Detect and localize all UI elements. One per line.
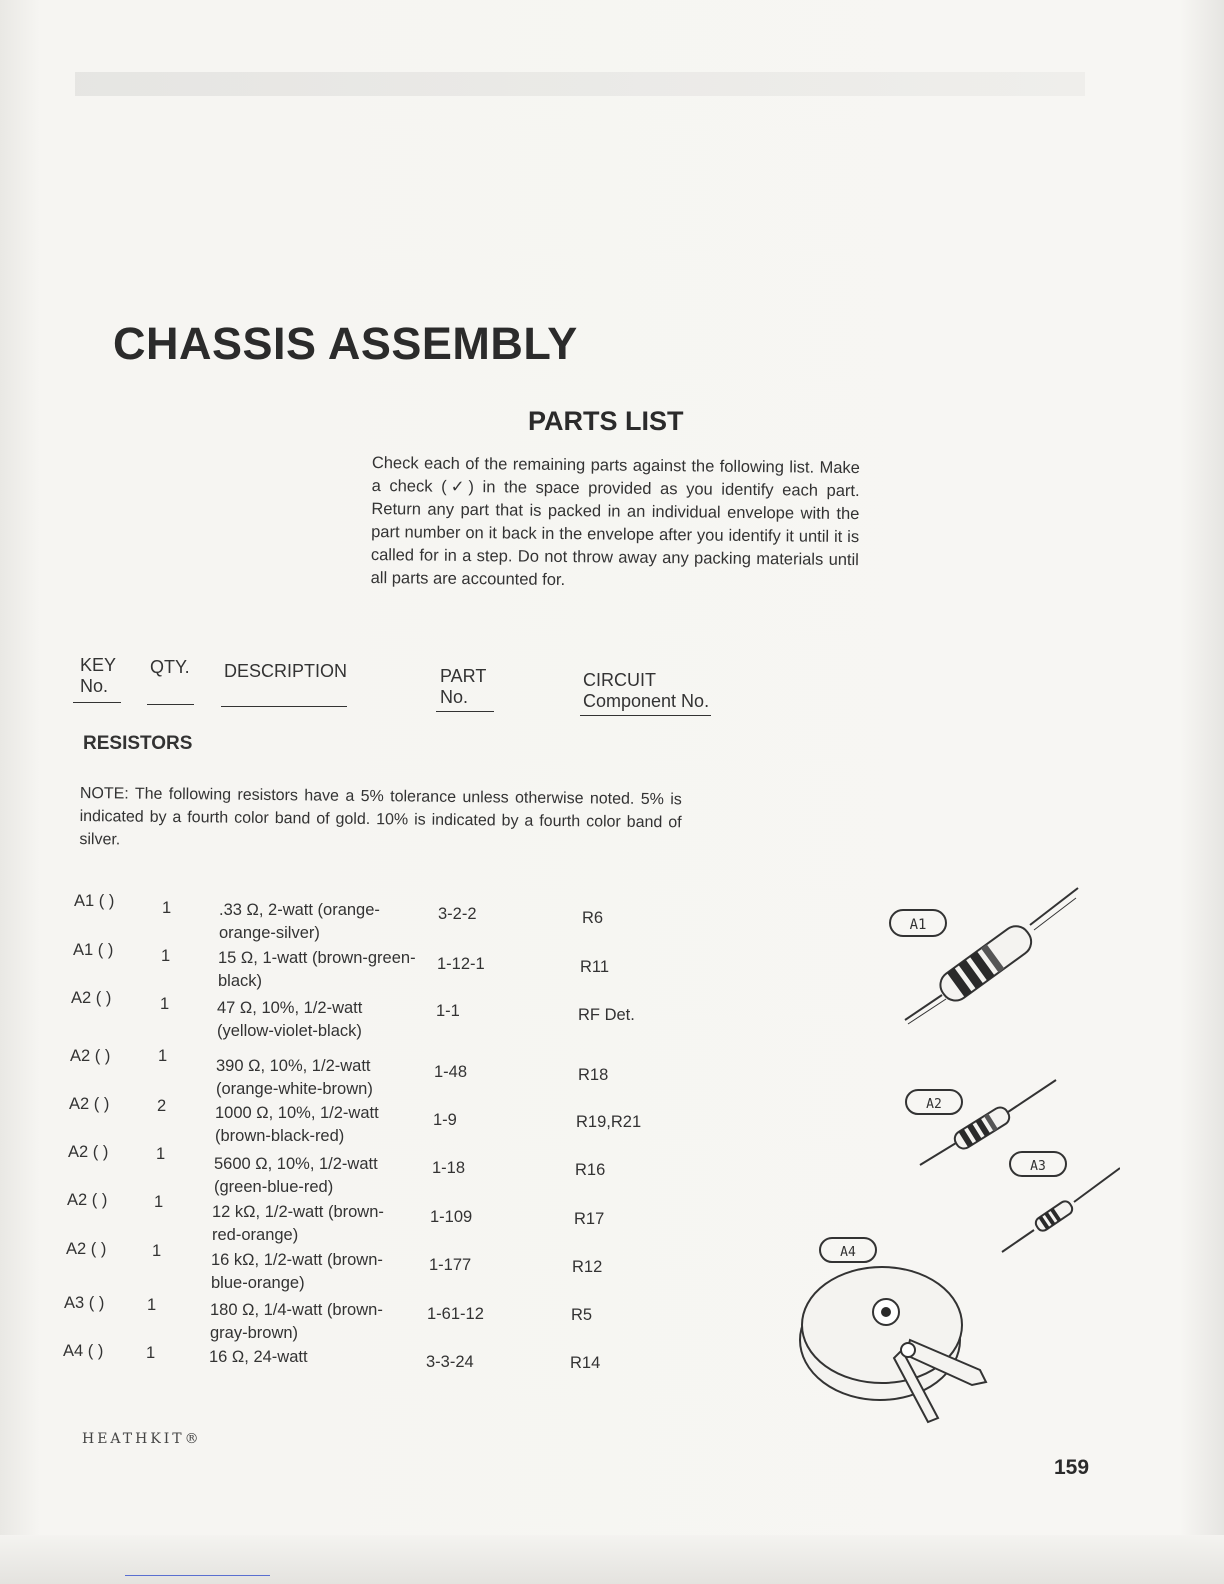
- row-circuit: RF Det.: [578, 1006, 635, 1024]
- row-description: 390 Ω, 10%, 1/2-watt (orange-white-brown): [216, 1057, 373, 1098]
- row-description: 5600 Ω, 10%, 1/2-watt (green-blue-red): [214, 1155, 378, 1196]
- label-a1: [890, 910, 946, 936]
- row-part-number: 1-9: [433, 1111, 457, 1129]
- header-circuit-line1: CIRCUIT: [583, 670, 656, 690]
- intro-paragraph: Check each of the remaining parts against the following list. Make a check (✓) in the space provided as you identify each part. Return any part that is packed in an individual envelope with the part number on it back in the envelope after you identify it until it is called for in a step. Do not throw away any packing materials until all parts are accounted for.: [370, 453, 860, 590]
- row-qty: 1: [147, 1296, 157, 1314]
- page-title: CHASSIS ASSEMBLY: [113, 318, 578, 369]
- row-key[interactable]: A2 ( ): [71, 989, 112, 1007]
- header-rule-description: [221, 706, 347, 707]
- resistors-heading: RESISTORS: [83, 733, 193, 754]
- header-part-line2: No.: [440, 687, 469, 707]
- row-key[interactable]: A2 ( ): [70, 1047, 111, 1065]
- resistor-a1-icon: [905, 888, 1078, 1024]
- row-description: 47 Ω, 10%, 1/2-watt (yellow-violet-black): [217, 999, 363, 1040]
- row-qty: 1: [158, 1047, 168, 1065]
- row-part-number: 1-109: [430, 1208, 473, 1226]
- header-description: DESCRIPTION: [224, 661, 348, 681]
- row-key[interactable]: A3 ( ): [64, 1294, 105, 1312]
- row-circuit: R16: [575, 1161, 606, 1179]
- row-description: .33 Ω, 2-watt (orange-orange-silver): [219, 901, 380, 942]
- row-circuit: R5: [571, 1306, 593, 1324]
- row-part-number: 3-3-24: [426, 1353, 474, 1371]
- resistor-illustrations: [790, 870, 1120, 1430]
- row-qty: 1: [161, 947, 171, 965]
- tolerance-note: NOTE: The following resistors have a 5% tolerance unless otherwise noted. 5% is indicated by a fourth color band of gold. 10% is indicated by a fourth color band of silver.: [79, 784, 682, 849]
- header-circuit: [583, 670, 709, 712]
- header-rule-circuit: [580, 715, 711, 716]
- row-qty: 2: [157, 1097, 167, 1115]
- row-description: 180 Ω, 1/4-watt (brown-gray-brown): [210, 1301, 383, 1342]
- row-description: 12 kΩ, 1/2-watt (brown-red-orange): [212, 1203, 384, 1244]
- header-rule-part: [436, 711, 494, 712]
- row-qty: 1: [152, 1242, 162, 1260]
- row-key[interactable]: A4 ( ): [63, 1342, 104, 1360]
- bottom-edge-line: [125, 1575, 270, 1576]
- row-qty: 1: [160, 995, 170, 1013]
- resistor-a4-icon: [800, 1267, 986, 1422]
- row-part-number: 1-61-12: [427, 1305, 484, 1323]
- header-circuit-line2: Component No.: [583, 691, 710, 711]
- row-circuit: R18: [578, 1066, 609, 1084]
- row-part-number: 1-18: [432, 1159, 466, 1177]
- header-part-line1: PART: [440, 666, 487, 686]
- header-rule-qty: [147, 704, 194, 705]
- row-circuit: R12: [572, 1258, 603, 1276]
- row-circuit: R19,R21: [576, 1113, 642, 1131]
- row-circuit: R14: [570, 1354, 601, 1372]
- row-circuit: R17: [574, 1210, 605, 1228]
- row-description: 1000 Ω, 10%, 1/2-watt (brown-black-red): [215, 1104, 379, 1145]
- page-bottom-shadow: [0, 1535, 1224, 1584]
- row-part-number: 1-48: [434, 1063, 468, 1081]
- row-circuit: R6: [582, 909, 604, 927]
- row-part-number: 1-177: [429, 1256, 472, 1274]
- row-part-number: 1-1: [436, 1002, 460, 1020]
- resistor-a3-icon: [1002, 1168, 1120, 1252]
- header-part: [440, 666, 486, 708]
- row-key[interactable]: A2 ( ): [66, 1240, 107, 1258]
- row-key[interactable]: A2 ( ): [67, 1191, 108, 1209]
- svg-text:A2: A2: [926, 1097, 942, 1112]
- header-key-line1: KEY: [80, 655, 117, 675]
- label-a4: [820, 1238, 876, 1262]
- header-key-line2: No.: [80, 676, 109, 696]
- row-circuit: R11: [580, 958, 610, 976]
- label-a2: [906, 1090, 962, 1114]
- row-key[interactable]: A2 ( ): [68, 1143, 109, 1161]
- parts-list-heading: PARTS LIST: [528, 406, 684, 436]
- row-qty: 1: [146, 1344, 156, 1362]
- header-rule-key: [73, 702, 121, 703]
- row-key[interactable]: A1 ( ): [74, 892, 115, 910]
- header-key: [80, 655, 116, 697]
- row-qty: 1: [154, 1193, 164, 1211]
- svg-text:A4: A4: [840, 1245, 856, 1260]
- row-key[interactable]: A1 ( ): [73, 941, 114, 959]
- row-part-number: 3-2-2: [438, 905, 477, 923]
- page-number: 159: [1054, 1456, 1090, 1479]
- header-qty: QTY.: [150, 657, 190, 677]
- row-qty: 1: [156, 1145, 166, 1163]
- bleed-through-header: [75, 72, 1085, 96]
- svg-text:A3: A3: [1030, 1159, 1046, 1174]
- row-part-number: 1-12-1: [437, 955, 485, 973]
- svg-text:A1: A1: [909, 917, 927, 933]
- row-description: 16 kΩ, 1/2-watt (brown-blue-orange): [211, 1251, 383, 1292]
- row-key[interactable]: A2 ( ): [69, 1095, 110, 1113]
- row-description: 15 Ω, 1-watt (brown-green-black): [218, 949, 416, 990]
- row-description: 16 Ω, 24-watt: [209, 1348, 308, 1366]
- label-a3: [1010, 1152, 1066, 1176]
- heathkit-logo: HEATHKIT®: [82, 1431, 202, 1447]
- row-qty: 1: [162, 899, 172, 917]
